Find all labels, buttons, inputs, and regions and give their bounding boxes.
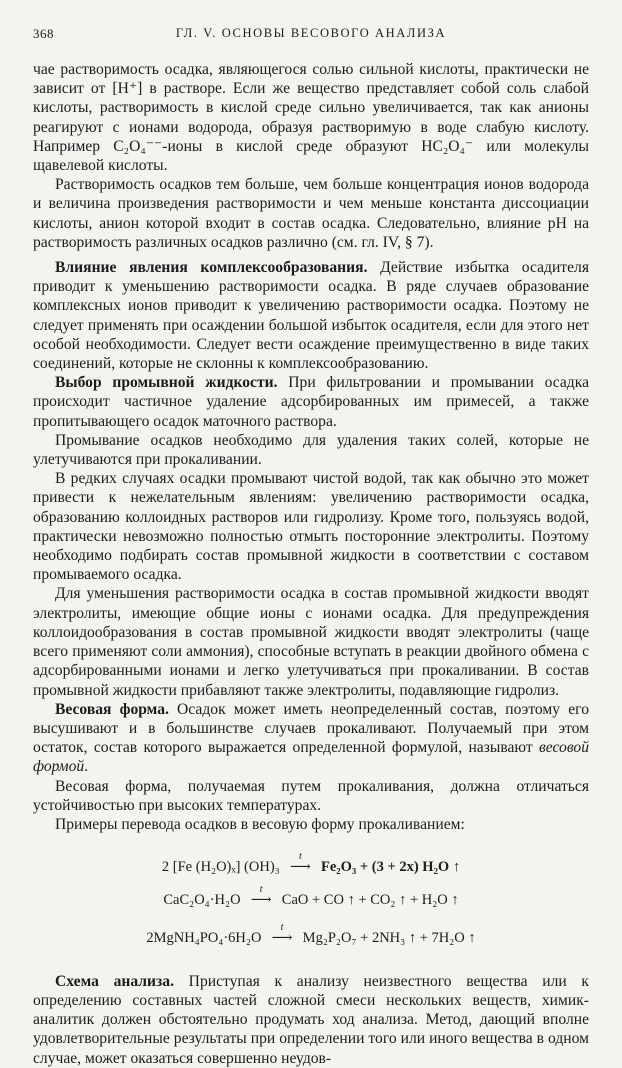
formula-2: CaC₂O₄·H₂O t ⟶ CaO + CO ↑ + CO₂ ↑ + H₂O ↑ bbox=[33, 891, 589, 910]
paragraph-7: Для уменьшения растворимости осадка в состав промывной жидкости вводят электролиты, имеющие общие ионы с ионами осадка. Для предупреждения коллоидообразования в состав промывной жидкости вводят электролиты (чаще всего применяют соли аммония), способные вступать в реакции двойного обмена с адсорбированными ионами и легко улетучиваться при прокаливании. В состав промывной жидкости прибавляют также электролиты, подавляющие гидролиз. bbox=[33, 585, 589, 699]
paragraph-6: В редких случаях осадки промывают чистой водой, так как обычно это может привести к нежелательным явлениям: увеличению растворимости осадка, образованию коллоидных растворов или гидролизу. Кроме того, пользуясь водой, практически невозможно полностью отмыть посторонние электролиты. Поэтому необходимо подбирать состав промывной жидкости в соответствии с составом промываемого осадка. bbox=[33, 470, 589, 584]
arrow-icon: t ⟶ bbox=[250, 884, 272, 909]
section-heading-wash-liquid: Выбор промывной жидкости. bbox=[55, 374, 278, 392]
section-heading-weighing-form: Весовая форма. bbox=[55, 700, 169, 718]
paragraph-2: Растворимость осадков тем больше, чем больше концентрация ионов водорода и величина произведения растворимости и чем меньше константа диссоциации кислоты, анион которой входит в состав осадка. Следовательно, влияние pH на растворимость различных осадков различно (см. гл. IV, § 7). bbox=[33, 176, 589, 251]
italic-term: весовой формой bbox=[33, 739, 589, 776]
section-heading-complexation: Влияние явления комплексообразования. bbox=[55, 259, 368, 277]
running-title: ГЛ. V. ОСНОВЫ ВЕСОВОГО АНАЛИЗА bbox=[175, 26, 447, 40]
paragraph-5: Промывание осадков необходимо для удаления таких солей, которые не улетучиваются при прокаливании. bbox=[33, 431, 589, 469]
paragraph-wash-liquid: Выбор промывной жидкости. При фильтровании и промывании осадка происходит частичное удаление адсорбированных им примесей, а также пропитывающего осадок маточного раствора. bbox=[33, 374, 590, 430]
formula-3: 2MgNH₄PO₄·6H₂O t ⟶ Mg₂P₂O₇ + 2NH₃ ↑ + 7H₂O ↑ bbox=[33, 929, 589, 948]
paragraph-weighing-form: Весовая форма. Осадок может иметь неопределенный состав, поэтому его высушивают и в большинстве случаев прокаливают. Получаемый при этом остаток, состав которого выражается определенной формулой, называют весовой формой. bbox=[33, 700, 589, 776]
paragraph-9: Весовая форма, получаемая путем прокаливания, должна отличаться устойчивостью при высоких температурах. bbox=[33, 777, 589, 814]
formula-1: 2 [Fe (H₂O)ₓ] (OH)₃ t ⟶ Fe₂O₃ + (3 + 2x) H₂O ↑ bbox=[33, 858, 589, 877]
paragraph-analysis-scheme: Схема анализа. Приступая к анализу неизвестного вещества или к определению составных частей сложной смеси нескольких веществ, химик-аналитик должен обстоятельно продумать ход анализа. Метод, дающий вполне удовлетворительные результаты при определении того или иного вещества в одном случае, может оказаться совершенно неудов- bbox=[33, 972, 589, 1067]
page-body bbox=[33, 60, 589, 1068]
paragraph-complexation: Влияние явления комплексообразования. Действие избытка осадителя приводит к уменьшению растворимости осадка. В ряде случаев образование комплексных ионов приводит к увеличению растворимости осадка. Поэтому не следует применять при осаждении большой избыток осадителя, если для этого нет особой необходимости. Следует вести осаждение преимущественно в виде таких соединений, которые не склонны к комплексообразованию. bbox=[33, 259, 589, 373]
section-heading-analysis-scheme: Схема анализа. bbox=[55, 972, 174, 990]
arrow-icon: t ⟶ bbox=[289, 851, 311, 876]
page-number: 368 bbox=[33, 26, 54, 41]
arrow-icon: t ⟶ bbox=[271, 921, 293, 946]
paragraph-1: чае растворимость осадка, являющегося солью сильной кислоты, практически не зависит от [H⁺] в растворе. Если же вещество представляет собой соль слабой кислоты, растворимость в кислой среде сильно увеличивается, так как анионы реагируют с ионами водорода, образуя растворимую в воде слабую кислоту. Например C₂O₄⁻⁻-ионы в кислой среде образуют HC₂O₄⁻ или молекулы щавелевой кислоты. bbox=[33, 61, 589, 175]
page-header bbox=[33, 26, 589, 46]
paragraph-10: Примеры перевода осадков в весовую форму прокаливанием: bbox=[55, 815, 465, 833]
